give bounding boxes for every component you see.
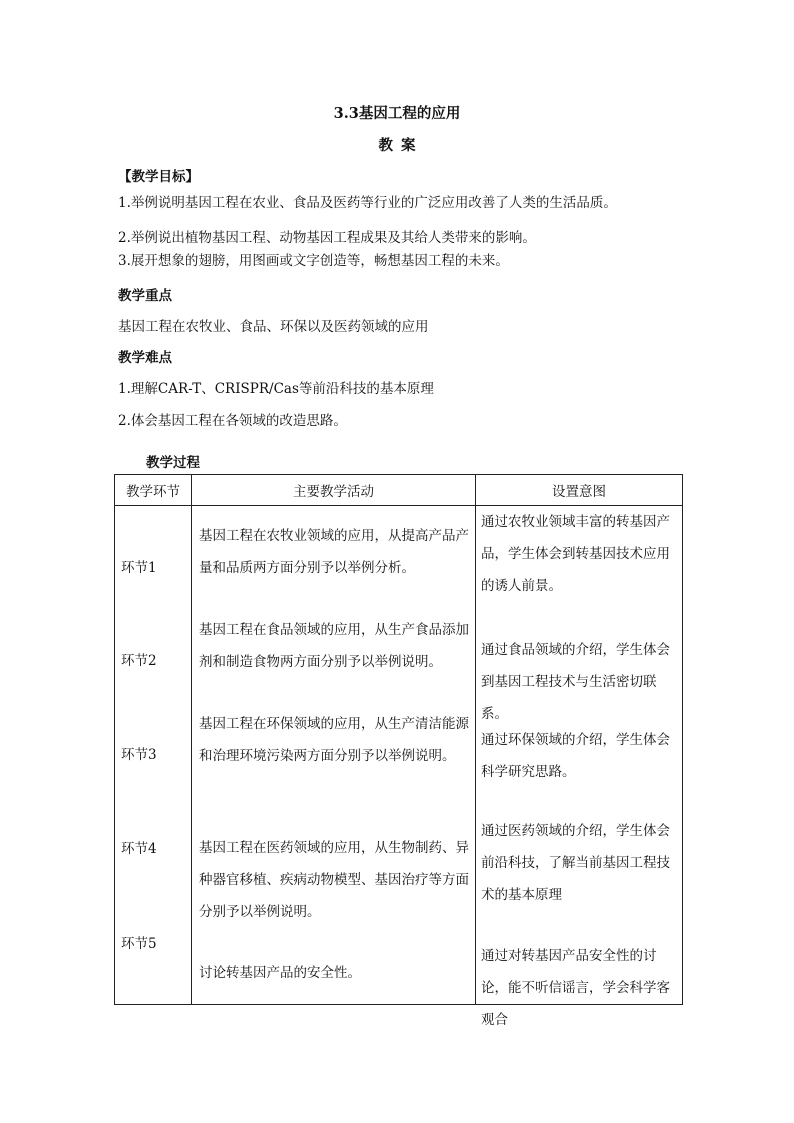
activity-cell: 基因工程在环保领域的应用，从生产清洁能源和治理环境污染两方面分别予以举例说明。 <box>199 716 469 764</box>
page-title: 3.3基因工程的应用 <box>333 105 461 122</box>
table-row <box>115 506 683 1005</box>
activity-cell: 基因工程在医药领域的应用，从生物制药、异种器官移植、疾病动物模型、基因治疗等方面分别予以举例说明。 <box>199 840 469 920</box>
difficulty-item: 2.体会基因工程在各领域的改造思路。 <box>118 413 347 429</box>
intent-cell: 通过环保领域的介绍，学生体会科学研究思路。 <box>481 732 670 780</box>
intent-cell: 通过医药领域的介绍，学生体会前沿科技，了解当前基因工程技术的基本原理 <box>481 823 670 903</box>
activity-cell: 基因工程在食品领域的应用，从生产食品添加剂和制造食物两方面分别予以举例说明。 <box>199 622 469 670</box>
activity-cell: 讨论转基因产品的安全性。 <box>199 965 361 981</box>
objective-item: 3.展开想象的翅膀，用图画或文字创造等，畅想基因工程的未来。 <box>118 253 509 269</box>
objective-item: 1.举例说明基因工程在农业、食品及医药等行业的广泛应用改善了人类的生活品质。 <box>118 195 617 211</box>
stage-cell: 环节4 <box>121 841 157 857</box>
column-header-activity: 主要教学活动 <box>192 475 476 506</box>
page-subtitle: 教案 <box>378 137 424 154</box>
key-points-text: 基因工程在农牧业、食品、环保以及医药领域的应用 <box>118 319 429 335</box>
difficulty-item: 1.理解CAR-T、CRISPR/Cas等前沿科技的基本原理 <box>118 381 434 397</box>
stage-cell: 环节3 <box>121 747 157 763</box>
column-header-stage: 教学环节 <box>115 475 192 506</box>
intent-cell: 通过农牧业领域丰富的转基因产品，学生体会到转基因技术应用的诱人前景。 <box>481 514 670 594</box>
stage-cell: 环节2 <box>121 653 157 669</box>
stage-column <box>115 506 192 1005</box>
difficulties-heading: 教学难点 <box>118 350 172 366</box>
intent-cell: 通过食品领域的介绍，学生体会到基因工程技术与生活密切联系。 <box>481 642 670 722</box>
teaching-process-table <box>114 474 683 1028</box>
column-header-intent: 设置意图 <box>476 475 683 506</box>
objectives-heading: 【教学目标】 <box>118 169 199 185</box>
intent-column <box>476 506 683 1028</box>
table-header-row <box>115 475 683 506</box>
process-heading: 教学过程 <box>146 455 200 471</box>
activity-column <box>192 506 476 1005</box>
intent-cell: 通过对转基因产品安全性的讨论，能不听信谣言，学会科学客观合 <box>481 948 670 1028</box>
stage-cell: 环节5 <box>121 936 157 952</box>
activity-cell: 基因工程在农牧业领域的应用，从提高产品产量和品质两方面分别予以举例分析。 <box>199 528 469 576</box>
key-points-heading: 教学重点 <box>118 288 172 304</box>
stage-cell: 环节1 <box>121 560 157 576</box>
objective-item: 2.举例说出植物基因工程、动物基因工程成果及其给人类带来的影响。 <box>118 230 536 246</box>
